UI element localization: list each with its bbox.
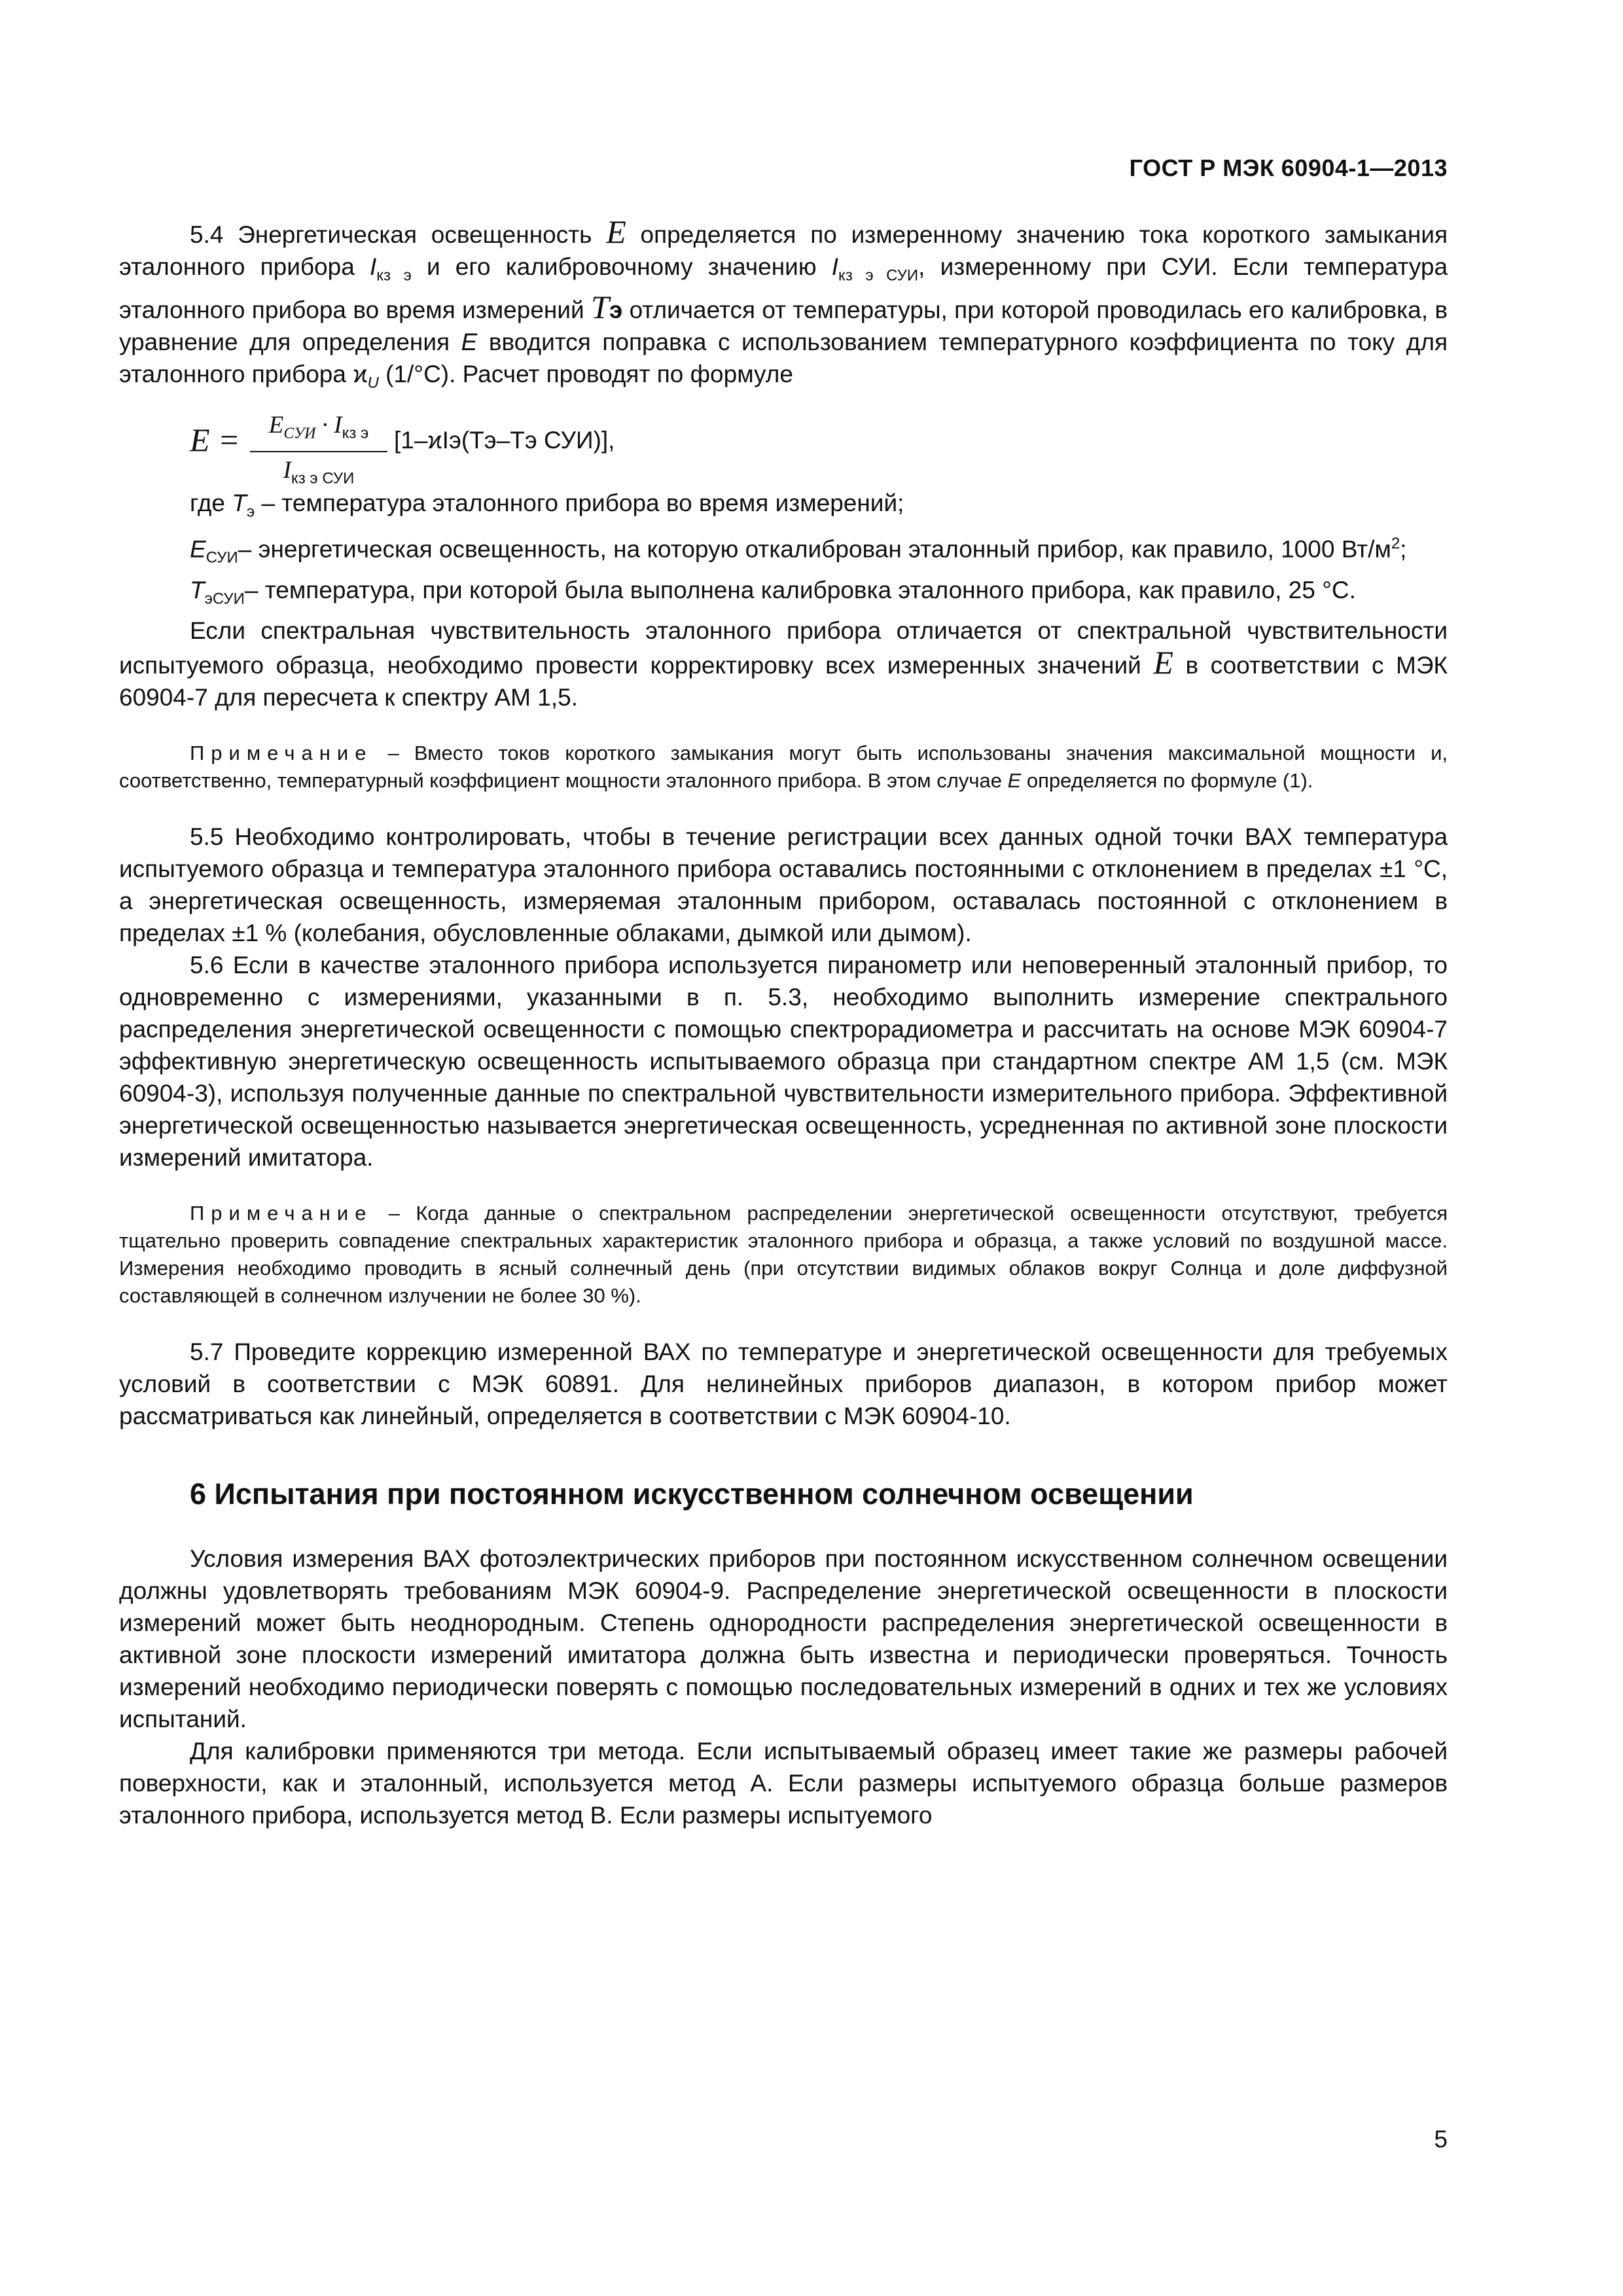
page-number: 5	[1434, 2126, 1448, 2153]
paragraph-5-6: 5.6 Если в качестве эталонного прибора используется пиранометр или неповеренный эталонный прибор, то одновременно с измерениями, указанными в п. 5.3, необходимо выполнить измерение спектрального распределения энергетической освещенности с помощью спектрорадиометра и рассчитать на основе МЭК 60904-7 эффективную энергетическую освещенность испытываемого образца при стандартном спектре АМ 1,5 (см. МЭК 60904-3), используя полученные данные по спектральной чувствительности измерительного прибора. Эффективной энергетической освещенностью называется энергетическая освещенность, усредненная по активной зоне плоскости измерений имитатора.	[119, 952, 1448, 1172]
subscript: кз э	[376, 266, 412, 285]
where-line-2: $E_{СУИ}-$ энергетическая освещенность, на которую откалиброван эталонный прибор, как правило, 1000 $Вт/м^2$;	[190, 535, 1407, 567]
symbol-e-italic: E	[461, 329, 478, 356]
section-6-paragraph-2: Для калибровки применяются три метода. Если испытываемый образец имеет такие же размеры рабочей поверхности, как и эталонный, используется метод А. Если размеры испытуемого образца больше размеров эталонного прибора, используется метод В. Если размеры испытуемого	[119, 1738, 1448, 1829]
text: (1/°С). Расчет проводят по формуле	[385, 361, 793, 388]
symbol-e: E	[606, 213, 626, 250]
paragraph-5-5: 5.5 Необходимо контролировать, чтобы в течение регистрации всех данных одной точки ВАХ температура испытуемого образца и температура эталонного прибора оставались постоянными с отклонением в пределах ±1 °С, а энергетическая освещенность, измеряемая эталонным прибором, оставалась постоянной с отклонением в пределах ±1 % (колебания, обусловленные облаками, дымкой или дымом).	[119, 823, 1448, 947]
text: , измеренному при СУИ. Если температура эталонного прибора во время измерений	[119, 253, 1448, 324]
subscript: кз э СУИ	[838, 266, 919, 285]
text: вводится поправка с использованием температурного коэффициента по току для эталонного прибора	[119, 329, 1448, 388]
where-line-1: где $T_э$ – температура эталонного прибора во время измерений;	[190, 489, 904, 521]
text: и его калибровочному значению	[426, 253, 817, 280]
formula-lhs: E =	[190, 421, 240, 458]
paragraph-5-4	[119, 213, 1448, 399]
where-line-3: $T_{эСУИ}-$ температура, при которой была выполнена калибровка эталонного прибора, как правило, 25 °С.	[190, 576, 1356, 608]
clause-number: 5.4	[190, 221, 224, 248]
formula-denominator: $I_{кз э СУИ}$	[283, 457, 355, 488]
text: Энергетическая освещенность	[238, 221, 592, 248]
formula-numerator: $E_{СУИ} \cdot I_{кз э}$	[250, 408, 387, 452]
symbol-t: T	[591, 289, 609, 326]
symbol-e: E	[1153, 644, 1173, 681]
paragraph-5-7: 5.7 Проведите коррекцию измеренной ВАХ по температуре и энергетической освещенности для требуемых условий в соответствии с МЭК 60891. Для нелинейных приборов диапазон, в котором прибор может рассматриваться как линейный, определяется в соответствии с МЭК 60904-10.	[119, 1338, 1448, 1430]
paragraph-5-4-b: Если спектральная чувствительность эталонного прибора отличается от спектральной чувствительности испытуемого образца, необходимо провести корректировку всех измеренных значений E в соответствии с МЭК 60904-7 для пересчета к спектру АМ 1,5.	[119, 617, 1448, 711]
note-label: Примечание	[190, 742, 373, 765]
section-6-paragraph-1: Условия измерения ВАХ фотоэлектрических приборов при постоянном искусственном солнечном освещении должны удовлетворять требованиям МЭК 60904-9. Распределение энергетической освещенности в плоскости измерений может быть неоднородным. Степень однородности распределения энергетической освещенности в активной зоне плоскости измерений имитатора должна быть известна и периодически проверяться. Точность измерений необходимо периодически поверять с помощью последовательных измерений в одних и тех же условиях испытаний.	[119, 1545, 1448, 1733]
subscript: э	[609, 296, 623, 324]
symbol-i: I	[831, 253, 839, 280]
note-2: Примечание – Когда данные о спектральном распределении энергетической освещенности отсутствуют, требуется тщательно проверить совпадение спектральных характеристик эталонного прибора и образца, а также условий по воздушной массе. Измерения необходимо проводить в ясный солнечный день (при отсутствии видимых облаков вокруг Солнца и доле диффузной составляющей в солнечном излучении не более 30 %).	[119, 1202, 1448, 1308]
subscript: U	[367, 374, 379, 392]
note-1: Примечание – Вместо токов короткого замыкания могут быть использованы значения максимальной мощности и, соответственно, температурный коэффициент мощности эталонного прибора. В этом случае E определяется по формуле (1).	[119, 742, 1448, 793]
document-body	[119, 213, 1448, 1831]
note-label: Примечание	[190, 1202, 373, 1225]
symbol-i: I	[369, 253, 377, 280]
document-header: ГОСТ Р МЭК 60904-1—2013	[1129, 154, 1448, 181]
text: отличается от температуры, при которой проводилась его калибровка, в уравнение для определения	[119, 296, 1448, 356]
text: определяется по измеренному значению тока короткого замыкания эталонного прибора	[119, 221, 1448, 280]
symbol-kappa: ϰ	[353, 361, 368, 388]
formula	[190, 408, 1448, 488]
section-6-heading: 6 Испытания при постоянном искусственном солнечном освещении	[190, 1477, 1194, 1511]
formula-fraction	[250, 408, 387, 495]
formula-bracket: [1–ϰIэ(Tэ–Tэ СУИ)],	[394, 426, 615, 454]
